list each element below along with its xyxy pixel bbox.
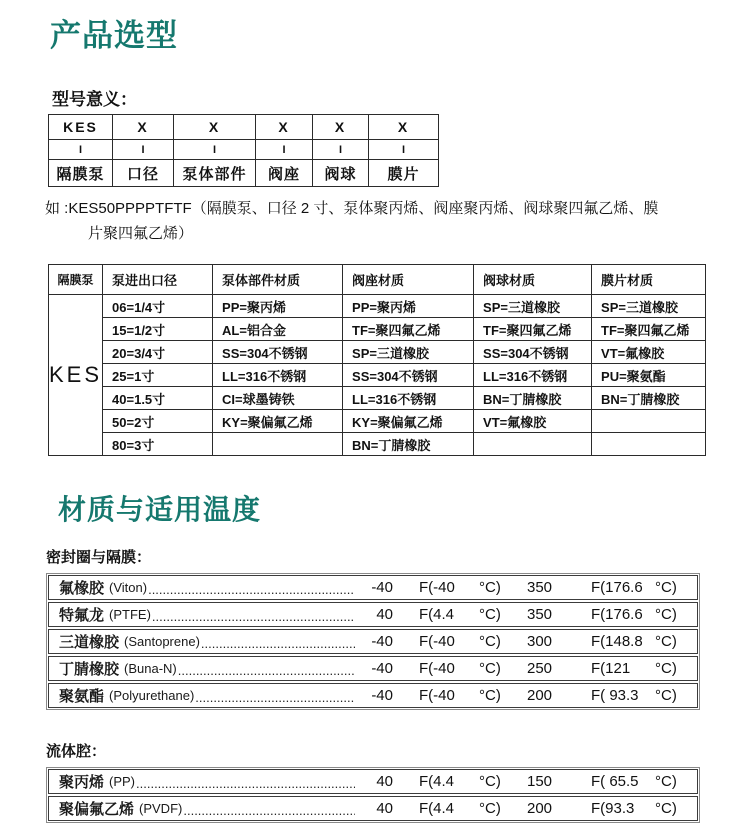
selection-row bbox=[49, 433, 706, 456]
fluid-label: 流体腔： bbox=[46, 743, 107, 760]
selection-cell: LL=316不锈钢 bbox=[343, 387, 474, 410]
dot-leader bbox=[136, 776, 355, 791]
material-name-en: (PP) bbox=[109, 774, 136, 789]
selection-header-cell: 阀座材质 bbox=[343, 265, 474, 295]
selection-cell: 50=2寸 bbox=[103, 410, 213, 433]
material-name-cn: 三道橡胶 bbox=[59, 634, 120, 651]
selection-row bbox=[49, 410, 706, 433]
temp-high-c: F(176.6 bbox=[591, 579, 643, 596]
selection-cell: VT=氟橡胶 bbox=[474, 410, 592, 433]
selection-cell bbox=[213, 433, 343, 456]
selection-row bbox=[49, 318, 706, 341]
temp-low-unit: °C) bbox=[479, 773, 501, 790]
temp-low-f: -40 bbox=[371, 579, 393, 596]
temp-low-c: F(-40 bbox=[419, 633, 455, 650]
temp-high-unit: °C) bbox=[655, 660, 677, 677]
temp-low-c: F(4.4 bbox=[419, 800, 455, 817]
temp-low-f: -40 bbox=[371, 660, 393, 677]
selection-cell: PP=聚丙烯 bbox=[213, 295, 343, 318]
temp-high-unit: °C) bbox=[655, 579, 677, 596]
material-name-cn: 特氟龙 bbox=[59, 607, 105, 624]
selection-cell: TF=聚四氟乙烯 bbox=[592, 318, 706, 341]
selection-header-cell: 膜片材质 bbox=[592, 265, 706, 295]
model-cell: X bbox=[256, 115, 313, 140]
selection-cell: KY=聚偏氟乙烯 bbox=[213, 410, 343, 433]
selection-cell: BN=丁腈橡胶 bbox=[474, 387, 592, 410]
seal-temperature-table bbox=[46, 573, 700, 710]
model-cell: I bbox=[313, 140, 369, 160]
temp-high-c: F(93.3 bbox=[591, 800, 635, 817]
temp-high-c: F(176.6 bbox=[591, 606, 643, 623]
selection-cell: 06=1/4寸 bbox=[103, 295, 213, 318]
model-cell: 膜片 bbox=[369, 160, 439, 187]
temp-low-c: F(-40 bbox=[419, 687, 455, 704]
selection-cell: AL=铝合金 bbox=[213, 318, 343, 341]
selection-cell: TF=聚四氟乙烯 bbox=[474, 318, 592, 341]
selection-cell: SS=304不锈钢 bbox=[474, 341, 592, 364]
selection-cell: CI=球墨铸铁 bbox=[213, 387, 343, 410]
material-name-cn: 聚丙烯 bbox=[59, 774, 105, 791]
dot-leader bbox=[201, 636, 355, 651]
temp-row bbox=[48, 602, 698, 627]
selection-header-cell: 泵体部件材质 bbox=[213, 265, 343, 295]
dot-leader bbox=[183, 803, 355, 818]
selection-cell bbox=[592, 433, 706, 456]
selection-cell: KY=聚偏氟乙烯 bbox=[343, 410, 474, 433]
selection-table bbox=[48, 264, 706, 456]
material-name-cn: 丁腈橡胶 bbox=[59, 661, 120, 678]
model-example-line1: 如 :KES50PPPPTFTF（隔膜泵、口径 2 寸、泵体聚丙烯、阀座聚丙烯、阀球聚四氟乙烯、膜 bbox=[45, 200, 659, 217]
temp-row bbox=[48, 575, 698, 600]
temp-low-unit: °C) bbox=[479, 606, 501, 623]
temp-high-f: 350 bbox=[527, 579, 553, 596]
temp-high-f: 200 bbox=[527, 687, 553, 704]
dot-leader bbox=[195, 690, 355, 705]
material-name-en: (Santoprene) bbox=[124, 634, 200, 649]
model-cell: I bbox=[49, 140, 113, 160]
material-name-cn: 聚氨酯 bbox=[59, 688, 105, 705]
selection-header-cell: 阀球材质 bbox=[474, 265, 592, 295]
model-cell: 隔膜泵 bbox=[49, 160, 113, 187]
selection-cell: TF=聚四氟乙烯 bbox=[343, 318, 474, 341]
temp-high-f: 150 bbox=[527, 773, 553, 790]
temp-row bbox=[48, 796, 698, 821]
model-cell: X bbox=[369, 115, 439, 140]
seals-label: 密封圈与隔膜： bbox=[46, 549, 152, 566]
selection-header-row bbox=[49, 265, 706, 295]
model-cell: I bbox=[369, 140, 439, 160]
temp-row bbox=[48, 629, 698, 654]
temp-high-unit: °C) bbox=[655, 606, 677, 623]
model-example-text bbox=[45, 196, 750, 246]
selection-header-cell: 泵进出口径 bbox=[103, 265, 213, 295]
selection-cell: VT=氟橡胶 bbox=[592, 341, 706, 364]
selection-cell: BN=丁腈橡胶 bbox=[592, 387, 706, 410]
temp-low-c: F(-40 bbox=[419, 660, 455, 677]
temp-row bbox=[48, 769, 698, 794]
model-meaning-label: 型号意义： bbox=[52, 90, 137, 109]
temp-low-c: F(4.4 bbox=[419, 606, 455, 623]
model-cell: 口径 bbox=[113, 160, 174, 187]
selection-cell: 15=1/2寸 bbox=[103, 318, 213, 341]
temp-high-c: F(121 bbox=[591, 660, 631, 677]
temp-high-unit: °C) bbox=[655, 633, 677, 650]
model-connector-row bbox=[49, 140, 439, 160]
catalog-page bbox=[0, 10, 750, 816]
temp-low-f: 40 bbox=[376, 800, 393, 817]
temp-high-unit: °C) bbox=[655, 800, 677, 817]
material-name-cn: 氟橡胶 bbox=[59, 580, 105, 597]
model-cell: X bbox=[313, 115, 369, 140]
model-cell: KES bbox=[49, 115, 113, 140]
temp-low-f: 40 bbox=[376, 606, 393, 623]
dot-leader bbox=[178, 663, 355, 678]
temp-high-f: 300 bbox=[527, 633, 553, 650]
selection-cell: 40=1.5寸 bbox=[103, 387, 213, 410]
model-cell: I bbox=[174, 140, 256, 160]
selection-cell: LL=316不锈钢 bbox=[213, 364, 343, 387]
temp-low-unit: °C) bbox=[479, 687, 501, 704]
selection-row bbox=[49, 295, 706, 318]
selection-cell: SS=304不锈钢 bbox=[213, 341, 343, 364]
temp-row bbox=[48, 683, 698, 708]
temp-high-f: 200 bbox=[527, 800, 553, 817]
selection-cell: BN=丁腈橡胶 bbox=[343, 433, 474, 456]
temp-low-unit: °C) bbox=[479, 579, 501, 596]
temp-low-f: 40 bbox=[376, 773, 393, 790]
materials-section-title: 材质与适用温度 bbox=[58, 494, 262, 525]
model-cell: 泵体部件 bbox=[174, 160, 256, 187]
selection-cell: SP=三道橡胶 bbox=[592, 295, 706, 318]
selection-cell bbox=[592, 410, 706, 433]
model-cell: 阀球 bbox=[313, 160, 369, 187]
selection-cell: 80=3寸 bbox=[103, 433, 213, 456]
material-name-en: (PVDF) bbox=[139, 801, 183, 816]
temp-low-unit: °C) bbox=[479, 660, 501, 677]
temp-low-unit: °C) bbox=[479, 800, 501, 817]
temp-high-c: F(148.8 bbox=[591, 633, 643, 650]
temp-row bbox=[48, 656, 698, 681]
page-title: 产品选型 bbox=[50, 18, 178, 53]
temp-low-f: -40 bbox=[371, 633, 393, 650]
selection-header-cell: 隔膜泵 bbox=[49, 265, 103, 295]
model-cell: X bbox=[174, 115, 256, 140]
model-cell: 阀座 bbox=[256, 160, 313, 187]
temp-high-c: F( 65.5 bbox=[591, 773, 639, 790]
series-name-cell: KES bbox=[49, 295, 103, 456]
material-name-en: (Buna-N) bbox=[124, 661, 177, 676]
model-cell: I bbox=[113, 140, 174, 160]
temp-low-c: F(4.4 bbox=[419, 773, 455, 790]
model-cell: I bbox=[256, 140, 313, 160]
selection-cell: 20=3/4寸 bbox=[103, 341, 213, 364]
temp-low-unit: °C) bbox=[479, 633, 501, 650]
selection-row bbox=[49, 341, 706, 364]
dot-leader bbox=[152, 609, 355, 624]
temp-low-c: F(-40 bbox=[419, 579, 455, 596]
temp-high-f: 350 bbox=[527, 606, 553, 623]
temp-high-unit: °C) bbox=[655, 773, 677, 790]
temp-high-c: F( 93.3 bbox=[591, 687, 639, 704]
fluid-temperature-table bbox=[46, 767, 700, 823]
selection-cell bbox=[474, 433, 592, 456]
material-name-cn: 聚偏氟乙烯 bbox=[59, 801, 135, 818]
material-name-en: (Polyurethane) bbox=[109, 688, 195, 703]
model-desc-row bbox=[49, 160, 439, 187]
temp-high-unit: °C) bbox=[655, 687, 677, 704]
selection-cell: PU=聚氨酯 bbox=[592, 364, 706, 387]
selection-cell: 25=1寸 bbox=[103, 364, 213, 387]
selection-row bbox=[49, 364, 706, 387]
selection-cell: SP=三道橡胶 bbox=[343, 341, 474, 364]
material-name-en: (Viton) bbox=[109, 580, 148, 595]
selection-cell: SP=三道橡胶 bbox=[474, 295, 592, 318]
temp-low-f: -40 bbox=[371, 687, 393, 704]
selection-cell: SS=304不锈钢 bbox=[343, 364, 474, 387]
selection-cell: LL=316不锈钢 bbox=[474, 364, 592, 387]
material-name-en: (PTFE) bbox=[109, 607, 151, 622]
model-example-line2: 片聚四氟乙烯） bbox=[88, 225, 194, 242]
model-code-row bbox=[49, 115, 439, 140]
dot-leader bbox=[148, 582, 355, 597]
model-cell: X bbox=[113, 115, 174, 140]
selection-row bbox=[49, 387, 706, 410]
model-code-table bbox=[48, 114, 439, 187]
selection-cell: PP=聚丙烯 bbox=[343, 295, 474, 318]
temp-high-f: 250 bbox=[527, 660, 553, 677]
